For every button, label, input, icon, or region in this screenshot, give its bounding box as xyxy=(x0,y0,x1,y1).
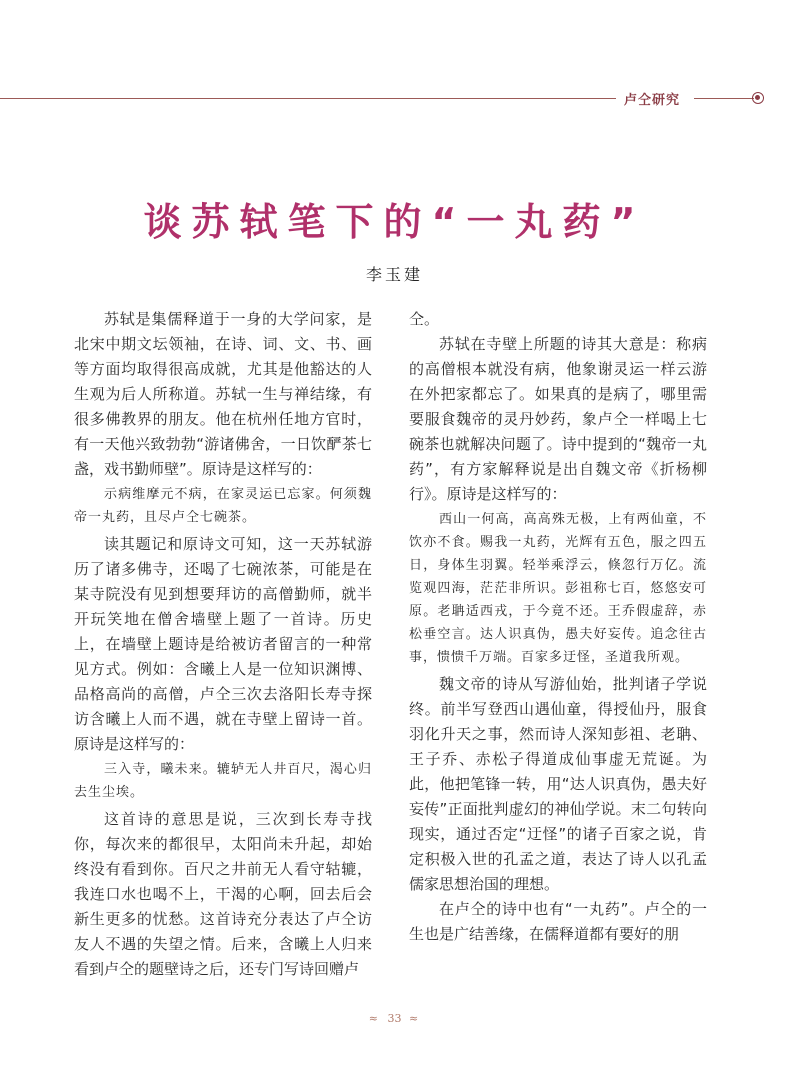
paragraph: 魏文帝的诗从写游仙始，批判诸子学说终。前半写登西山遇仙童，得授仙丹，服食羽化升天之事，然而诗人深知彭祖、老聃、王子乔、赤松子得道成仙事虚无荒诞。为此，他把笔锋一转，用“达人识真伪，愚夫好妄传”正面批判虚幻的神仙学说。末二句转向现实，通过否定“迂怪”的诸子百家之说，肯定积极入世的孔孟之道，表达了诗人以孔孟儒家思想治国的理想。 xyxy=(409,675,707,893)
right-column xyxy=(409,307,707,947)
target-icon xyxy=(752,92,764,104)
poem-quote: 西山一何高，高高殊无极，上有两仙童，不饮亦不食。赐我一丸药，光辉有五色，服之四五日，身体生羽翼。轻举乘浮云，倏忽行万亿。流览观四海，茫茫非所识。彭祖称七百，悠悠安可原。老聃适西戎，于今竟不还。王乔假虚辞，赤松垂空言。达人识真伪，愚夫好妄传。追念往古事，愦愦千万端。百家多迂怪，圣道我所观。 xyxy=(409,512,707,665)
ornament-left: ≈ xyxy=(368,1012,380,1025)
left-column xyxy=(74,307,372,982)
poem-quote: 三入寺，曦未来。辘轳无人井百尺，渴心归去生尘埃。 xyxy=(74,762,372,800)
paragraph: 苏轼在寺壁上所题的诗其大意是：称病的高僧根本就没有病，他象谢灵运一样云游在外把家都忘了。如果真的是病了，哪里需要服食魏帝的灵丹妙药，象卢仝一样喝上七碗茶也就解决问题了。诗中提到的“魏帝一丸药”，有方家解释说是出自魏文帝《折杨柳行》。原诗是这样写的： xyxy=(409,335,707,503)
section-label: 卢仝研究 xyxy=(624,93,681,108)
article-author: 李玉建 xyxy=(365,265,423,284)
page-footer xyxy=(0,1012,789,1025)
paragraph: 在卢仝的诗中也有“一丸药”。卢仝的一生也是广结善缘，在儒释道都有要好的朋 xyxy=(409,900,707,943)
paragraph: 读其题记和原诗文可知，这一天苏轼游历了诸多佛寺，还喝了七碗浓茶，可能是在某寺院没有见到想要拜访的高僧勤师，就半开玩笑地在僧舍墙壁上题了一首诗。历史上，在墙壁上题诗是给被访者留言的一种常见方式。例如：含曦上人是一位知识渊博、品格高尚的高僧，卢仝三次去洛阳长寿寺探访含曦上人而不遇，就在寺壁上留诗一首。原诗是这样写的： xyxy=(74,535,372,753)
paragraph: 这首诗的意思是说，三次到长寿寺找你，每次来的都很早，太阳尚未升起，却始终没有看到你。百尺之井前无人看守轱辘，我连口水也喝不上，干渴的心啊，回去后会新生更多的忧愁。这首诗充分表达了卢仝访友人不遇的失望之情。后来，含曦上人归来看到卢仝的题壁诗之后，还专门写诗回赠卢 xyxy=(74,810,372,978)
paragraph: 苏轼是集儒释道于一身的大学问家，是北宋中期文坛领袖，在诗、词、文、书、画等方面均取得很高成就，尤其是他豁达的人生观为后人所称道。苏轼一生与禅结缘，有很多佛教界的朋友。他在杭州任地方官时，有一天他兴致勃勃“游诸佛舍，一日饮酽茶七盏，戏书勤师壁”。原诗是这样写的： xyxy=(74,310,372,478)
header-rule-right xyxy=(694,98,754,99)
page-number: 33 xyxy=(387,1012,402,1025)
paragraph-continuation: 仝。 xyxy=(409,310,440,328)
header-rule xyxy=(0,98,616,99)
ornament-right: ≈ xyxy=(409,1012,421,1025)
article-title: 谈苏轼笔下的“一丸药” xyxy=(143,200,646,244)
poem-quote: 示病维摩元不病，在家灵运已忘家。何须魏帝一丸药，且尽卢仝七碗茶。 xyxy=(74,487,372,525)
